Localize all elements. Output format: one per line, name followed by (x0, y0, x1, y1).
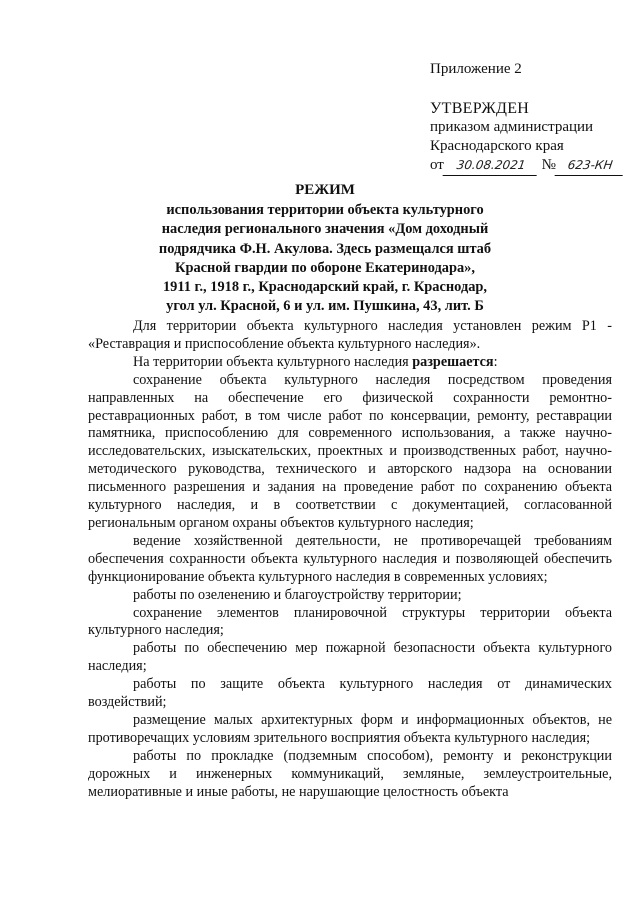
title-line: наследия регионального значения «Дом доходный (161, 221, 489, 238)
permitted-intro-text: На территории объекта культурного наследия (133, 353, 413, 370)
permitted-item: размещение малых архитектурных форм и информационных объектов, не противоречащих условиям зрительного восприятия объекта культурного наследия; (88, 711, 612, 746)
permitted-item: работы по прокладке (подземным способом), ремонту и реконструкции дорожных и инженерных коммуникаций, земляные, землеустроительные, мелиоративные и иные работы, не нарушающие целостность объекта (88, 747, 612, 800)
document-title (90, 181, 560, 316)
permitted-keyword: разрешается (412, 353, 494, 370)
permitted-item: сохранение элементов планировочной структуры территории объекта культурного наследия; (88, 604, 612, 639)
number-prefix: № (541, 157, 556, 173)
appendix-label: Приложение 2 (430, 61, 522, 77)
handwritten-date: 30.08.2021 (442, 156, 539, 176)
from-prefix: от (430, 157, 444, 173)
approval-date-number-line (430, 156, 630, 176)
permitted-item: работы по обеспечению мер пожарной безопасности объекта культурного наследия; (88, 640, 612, 675)
title-line: использования территории объекта культурного (166, 202, 484, 219)
title-line: угол ул. Красной, 6 и ул. им. Пушкина, 43, лит. Б (166, 298, 484, 315)
title-main: РЕЖИМ (295, 182, 355, 198)
paragraph-regime: Для территории объекта культурного наследия установлен режим Р1 - «Реставрация и приспособление объекта культурного наследия». (88, 318, 612, 352)
approved-heading: УТВЕРЖДЕН (430, 100, 530, 117)
approval-stamp-block (430, 60, 630, 176)
title-line: подрядчика Ф.Н. Акулова. Здесь размещался штаб (158, 240, 492, 257)
handwritten-number: 623-КН (555, 156, 626, 176)
permitted-item: работы по защите объекта культурного наследия от динамических воздействий; (88, 676, 612, 711)
approval-line-2: Краснодарского края (430, 138, 564, 154)
permitted-item: ведение хозяйственной деятельности, не противоречащей требованиям обеспечения сохранности объекта культурного наследия и позволяющей обеспечить функционирование объекта культурного наследия в современных условиях; (88, 532, 612, 585)
title-line: 1911 г., 1918 г., Краснодарский край, г. Краснодар, (162, 279, 488, 296)
paragraph-permitted-intro (88, 354, 612, 372)
document-body (88, 318, 612, 801)
title-line: Красной гвардии по обороне Екатеринодара», (175, 259, 475, 276)
permitted-item: сохранение объекта культурного наследия посредством проведения направленных на обеспечение его физической сохранности ремонтно-реставрационных работ, в том числе работ по консервации, ремонту, реставрации памятника, приспособлению для современного использования, а также научно-исследовательских, изыскательских, проектных и производственных работ, научно-методического руководства, технического и авторского надзора на основании письменного разрешения и задания на проведение работ по сохранению объекта культурного наследия, и в соответствии с документацией, согласованной региональным органом охраны объектов культурного наследия; (88, 371, 612, 531)
approval-line-1: приказом администрации (430, 119, 594, 135)
permitted-colon: : (493, 353, 498, 370)
permitted-item: работы по озеленению и благоустройству территории; (133, 586, 462, 603)
